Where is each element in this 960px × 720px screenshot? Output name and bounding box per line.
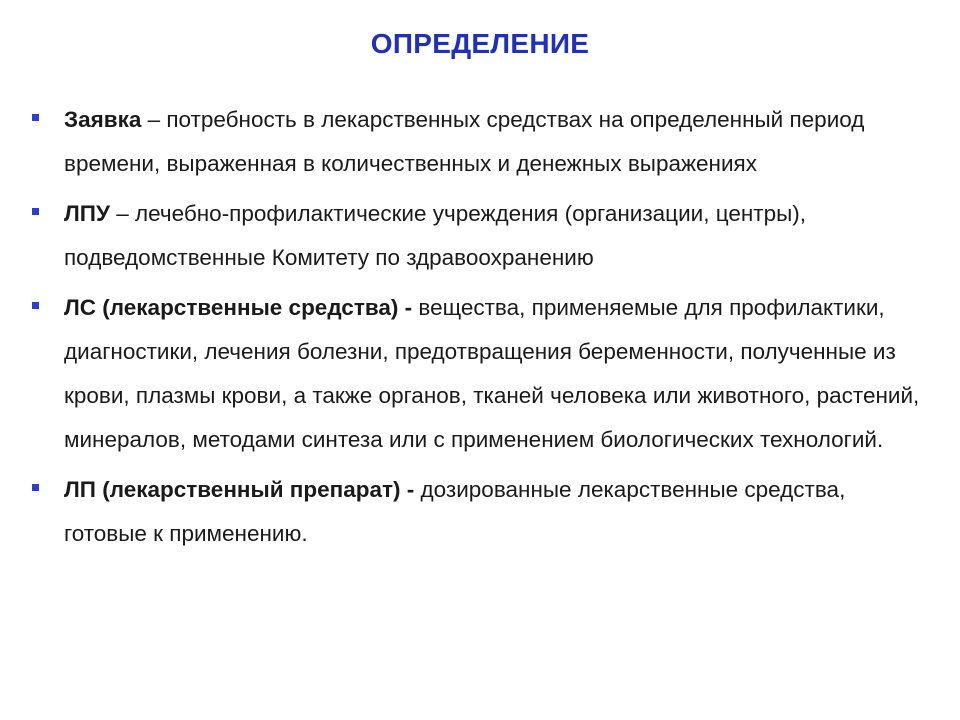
definitions-list (30, 98, 930, 562)
definition-term: ЛПУ (64, 201, 110, 226)
definition-text: – потребность в лекарственных средствах на определенный период времени, выраженная в количественных и денежных выражениях (64, 107, 865, 176)
definition-item-zayavka (30, 98, 930, 186)
square-bullet-icon (32, 302, 39, 309)
definition-text: дозированные лекарственные средства, готовые к применению. (64, 477, 846, 546)
definition-text: вещества, применяемые для профилактики, диагностики, лечения болезни, предотвращения беременности, полученные из крови, плазмы крови, а также органов, тканей человека или животного, растений, минералов, методами синтеза или с применением биологических технологий. (64, 295, 920, 452)
definition-term: Заявка (64, 107, 142, 132)
slide-title: ОПРЕДЕЛЕНИЕ (370, 28, 590, 59)
definition-item-lp (30, 468, 930, 556)
square-bullet-icon (32, 484, 39, 491)
square-bullet-icon (32, 208, 39, 215)
definition-term: ЛП (лекарственный препарат) - (64, 477, 415, 502)
definition-item-lpu (30, 192, 930, 280)
square-bullet-icon (32, 114, 39, 121)
definition-term: ЛС (лекарственные средства) - (64, 295, 413, 320)
definition-text: – лечебно-профилактические учреждения (организации, центры), подведомственные Комитету по здравоохранению (64, 201, 807, 270)
definition-item-ls (30, 286, 930, 462)
